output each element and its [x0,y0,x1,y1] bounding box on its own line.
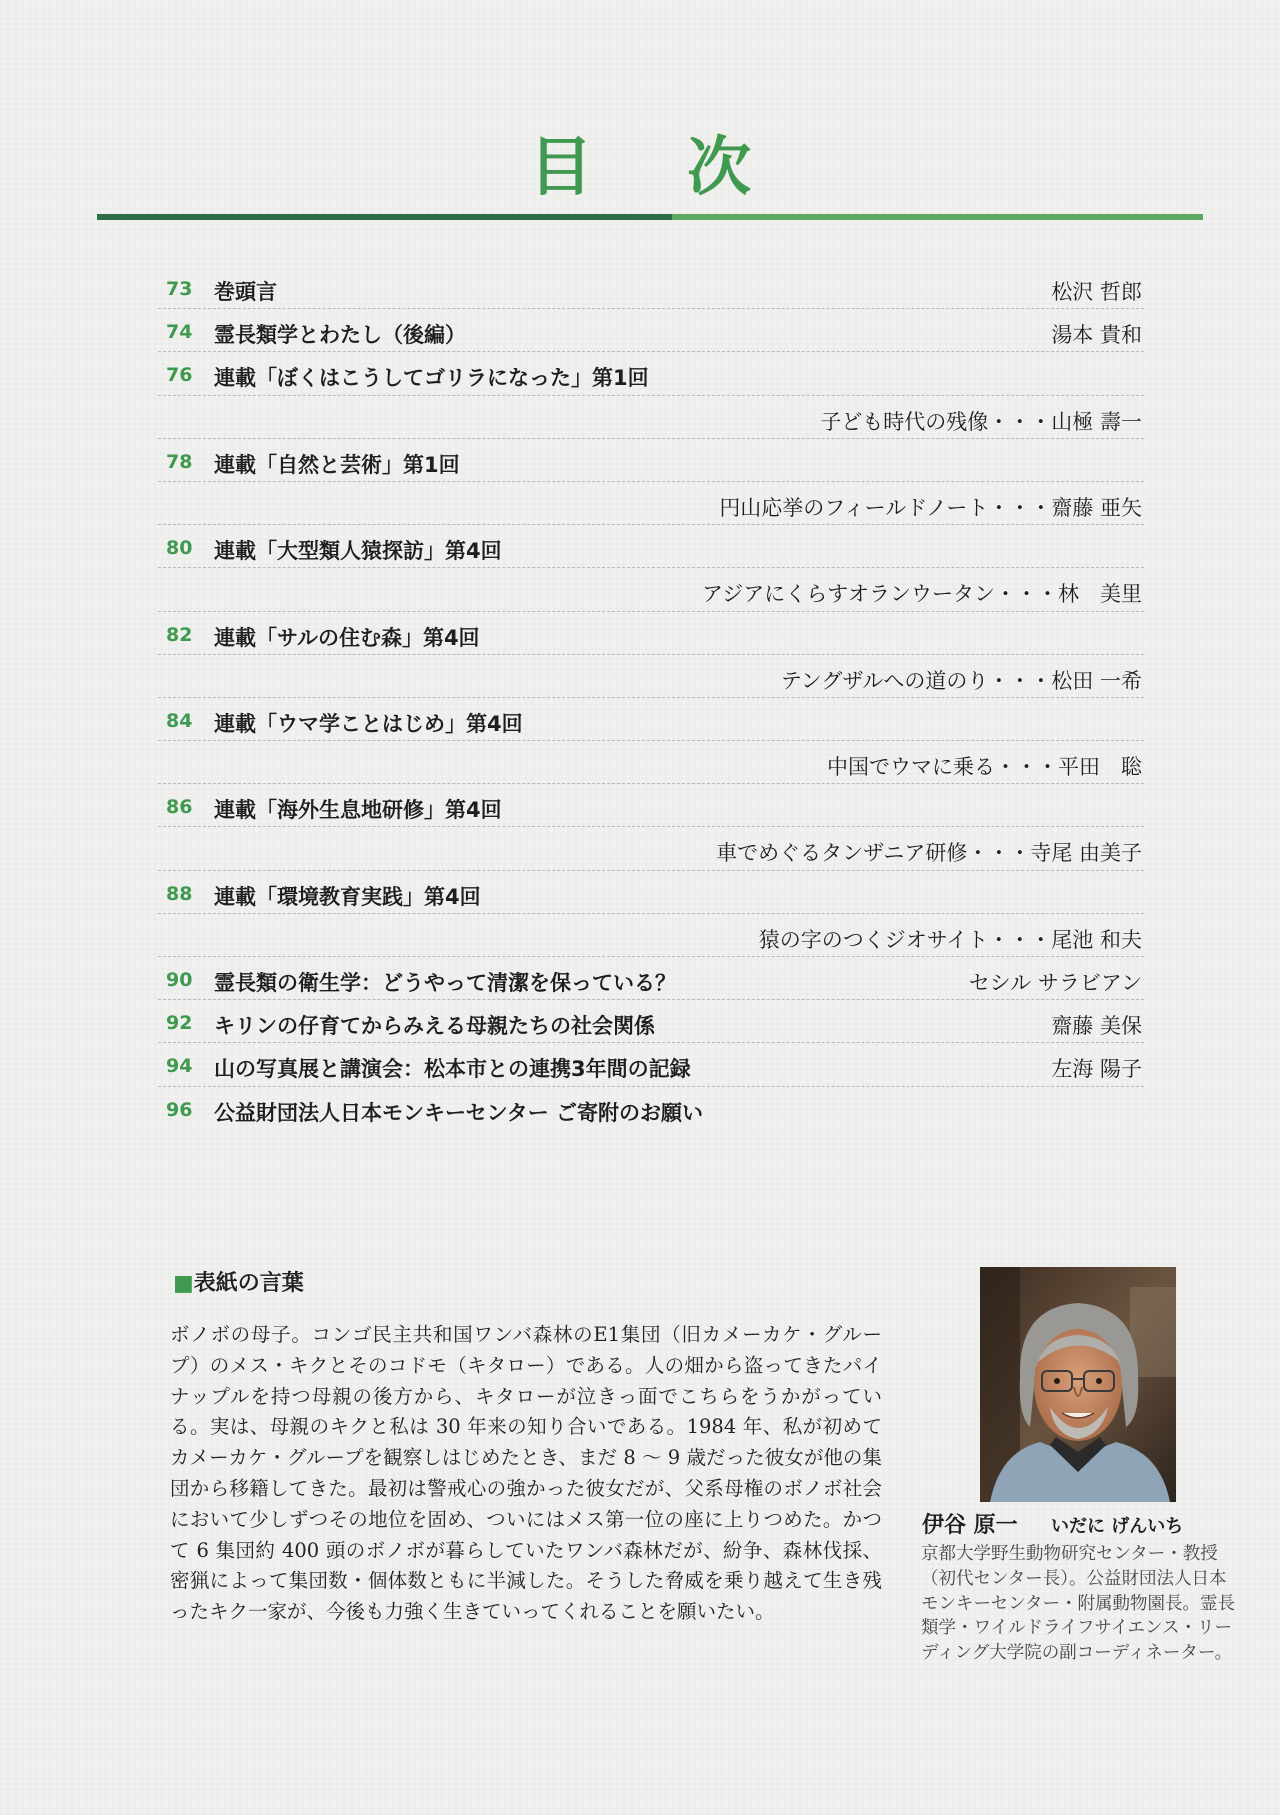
toc-author: 松沢 哲郎 [1051,280,1142,304]
toc-page-number: 80 [166,537,193,560]
toc-row[interactable] [158,396,1144,439]
toc-row[interactable] [158,698,1144,741]
toc-row[interactable] [158,525,1144,568]
toc-title: 公益財団法人日本モンキーセンター ご寄附のお願い [214,1100,704,1125]
toc-page-number: 96 [166,1098,193,1121]
toc-row[interactable] [158,1000,1144,1043]
author-photo [980,1267,1176,1502]
toc-title: 連載「ぼくはこうしてゴリラになった」第1回 [214,366,649,391]
toc-row[interactable] [158,914,1144,957]
toc-title: 巻頭言 [214,280,277,304]
author-biography: 京都大学野生動物研究センター・教授（初代センター長）。公益財団法人日本モンキーセンター・附属動物園長。霊長類学・ワイルドライフサイエンス・リーディング大学院の副コーディネーター。 [921,1544,1235,1664]
toc-row[interactable] [158,352,1144,395]
toc-page-number: 88 [166,882,193,905]
toc-row[interactable] [158,957,1144,1000]
toc-title: 山の写真展と講演会：松本市との連携3年間の記録 [214,1057,691,1082]
cover-heading-text: 表紙の言葉 [193,1270,304,1296]
toc-page-number: 78 [166,450,193,473]
author-name-reading: いだに げんいち [1051,1516,1184,1537]
square-bullet-icon: ■ [173,1270,194,1296]
toc-row[interactable] [158,612,1144,655]
toc-page-number: 94 [166,1055,193,1078]
toc-author: 齋藤 美保 [1051,1014,1142,1039]
toc-page-number: 73 [166,278,193,300]
toc-row[interactable] [158,1087,1144,1130]
toc-row[interactable] [158,482,1144,525]
toc-row[interactable] [158,871,1144,914]
cover-description: ボノボの母子。コンゴ民主共和国ワンバ森林のE1集団（旧カメーカケ・グループ）のメス・キクとそのコドモ（キタロー）である。人の畑から盗ってきたパイナップルを持つ母親の後方から、キタローが泣きっ面でこちらをうかがっている。実は、母親のキクと私は 30 年来の知り合いである。1984 年、私が初めてカメーカケ・グループを観察しはじめたとき、まだ 8 ～ 9 歳だった彼女が他の集団から移籍してきた。最初は警戒心の強かった彼女だが、父系母権のボノボ社会において少しずつその地位を固め、ついにはメス第一位の座に上りつめた。かつて 6 集団約 400 頭のボノボが暮らしていたワンバ森林だが、紛争、森林伐採、密猟によって集団数・個体数ともに半減した。そうした脅威を乗り越えて生き残ったキク一家が、今後も力強く生きていってくれることを願いたい。 [170,1323,882,1624]
toc-row[interactable] [158,568,1144,611]
toc-title: 霊長類の衛生学：どうやって清潔を保っている？ [214,971,676,995]
toc-title: 連載「海外生息地研修」第4回 [214,798,502,823]
table-of-contents [158,266,1144,1130]
toc-page-number: 76 [166,364,193,387]
toc-row[interactable] [158,784,1144,827]
toc-author: 左海 陽子 [1051,1057,1142,1082]
toc-title: 連載「環境教育実践」第4回 [214,884,481,909]
toc-title: 連載「ウマ学ことはじめ」第4回 [214,711,523,736]
toc-page-number: 86 [166,796,193,819]
toc-subtitle-author: 子ども時代の残像・・・山極 壽一 [820,409,1142,434]
toc-row[interactable] [158,655,1144,698]
toc-subtitle-author: アジアにくらすオランウータン・・・林 美里 [702,582,1142,607]
author-name: 伊谷 原一 [922,1513,1018,1538]
toc-row[interactable] [158,309,1144,352]
cover-section-heading [173,1266,304,1297]
toc-subtitle-author: テングザルへの道のり・・・松田 一希 [780,668,1142,693]
author-portrait-image [980,1267,1176,1502]
toc-row[interactable] [158,741,1144,784]
title-underline [97,214,1203,220]
toc-subtitle-author: 円山応挙のフィールドノート・・・齋藤 亜矢 [719,495,1142,520]
toc-page-number: 84 [166,709,193,732]
toc-subtitle-author: 猿の字のつくジオサイト・・・尾池 和夫 [758,927,1142,952]
toc-author: セシル サラビアン [968,971,1142,995]
toc-page-number: 74 [166,321,193,344]
toc-author: 湯本 貴和 [1051,323,1142,348]
toc-title: キリンの仔育てからみえる母親たちの社会関係 [214,1014,655,1039]
toc-row[interactable] [158,1043,1144,1086]
toc-title: 連載「大型類人猿探訪」第4回 [214,539,502,564]
toc-title: 連載「サルの住む森」第4回 [214,625,480,650]
toc-page-number: 82 [166,623,193,646]
toc-subtitle-author: 車でめぐるタンザニア研修・・・寺尾 由美子 [716,841,1142,866]
toc-subtitle-author: 中国でウマに乗る・・・平田 聡 [827,755,1142,780]
toc-page-number: 90 [166,969,193,991]
toc-row[interactable] [158,827,1144,870]
toc-row[interactable] [158,266,1144,309]
toc-page-number: 92 [166,1012,193,1035]
page-title: 目 次 [528,131,788,205]
toc-title: 霊長類学とわたし（後編） [214,323,466,348]
toc-title: 連載「自然と芸術」第1回 [214,452,460,477]
toc-row[interactable] [158,439,1144,482]
